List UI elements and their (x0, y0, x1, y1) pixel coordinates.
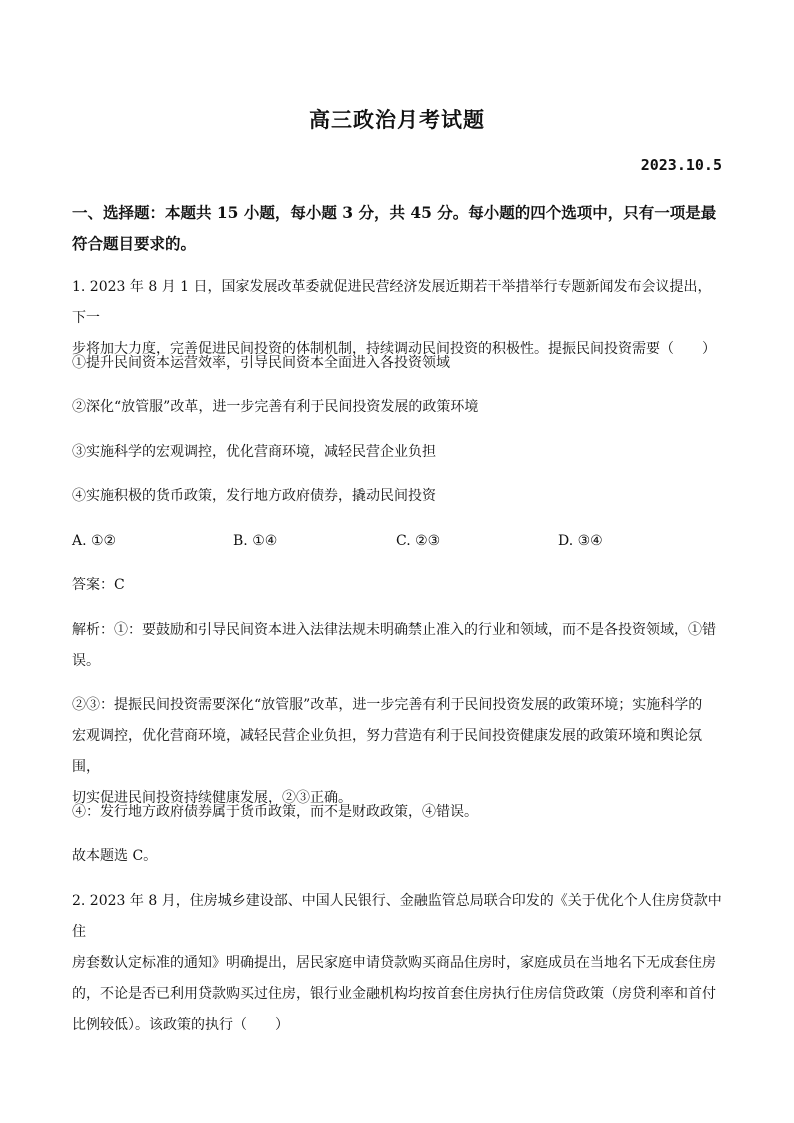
question-2-stem (72, 886, 724, 1041)
exam-date: 2023.10.5 (640, 156, 722, 174)
stem-line: 2. 2023 年 8 月，住房城乡建设部、中国人民银行、金融监管总局联合印发的《关于优化个人住房贷款中住 (72, 893, 722, 940)
q1-analysis-3: ④：发行地方政府债券属于货币政策，而不是财政政策，④错误。 (72, 804, 478, 820)
analysis-line: 宏观调控，优化营商环境，减轻民营企业负担，努力营造有利于民间投资健康发展的政策环境和舆论氛围， (72, 728, 702, 775)
q1-item-1: ①提升民间资本运营效率，引导民间资本全面进入各投资领域 (72, 355, 450, 371)
stem-line: 步将加大力度，完善促进民间投资的体制机制，持续调动民间投资的积极性。提振民间投资需要（ ） (72, 341, 716, 357)
section-heading (72, 197, 722, 259)
q1-option-c: C. ②③ (396, 533, 441, 549)
q1-item-3: ③实施科学的宏观调控，优化营商环境，减轻民营企业负担 (72, 444, 436, 460)
q1-analysis-2 (72, 690, 724, 814)
q1-conclusion: 故本题选 C。 (72, 848, 158, 864)
section-heading-line: 符合题目要求的。 (72, 234, 197, 253)
analysis-line: 误。 (72, 653, 100, 669)
q1-option-b: B. ①④ (233, 533, 278, 549)
q1-option-a: A. ①② (72, 533, 117, 549)
analysis-line: 切实促进民间投资持续健康发展，②③正确。 (72, 790, 352, 806)
section-heading-line: 一、选择题：本题共 15 小题，每小题 3 分，共 45 分。每小题的四个选项中，只有一项是最 (72, 203, 717, 222)
q1-item-2: ②深化“放管服”改革，进一步完善有利于民间投资发展的政策环境 (72, 399, 479, 415)
stem-line: 1. 2023 年 8 月 1 日，国家发展改革委就促进民营经济发展近期若干举措举行专题新闻发布会议提出，下一 (72, 279, 712, 326)
analysis-line: ②③：提振民间投资需要深化“放管服”改革，进一步完善有利于民间投资发展的政策环境；实施科学的 (72, 697, 703, 713)
q1-answer: 答案：C (72, 577, 125, 593)
stem-line: 房套数认定标准的通知》明确提出，居民家庭申请贷款购买商品住房时，家庭成员在当地名下无成套住房 (72, 955, 716, 971)
stem-line: 比例较低）。该政策的执行（ ） (72, 1017, 289, 1033)
stem-line: 的，不论是否已利用贷款购买过住房，银行业金融机构均按首套住房执行住房信贷政策（房贷利率和首付 (72, 986, 716, 1002)
page-title: 高三政治月考试题 (309, 107, 485, 132)
q1-analysis-1 (72, 615, 724, 677)
q1-option-d: D. ③④ (558, 533, 603, 549)
q1-item-4: ④实施积极的货币政策，发行地方政府债券，撬动民间投资 (72, 488, 436, 504)
analysis-line: 解析：①：要鼓励和引导民间资本进入法律法规未明确禁止准入的行业和领域，而不是各投资领域，①错 (72, 622, 716, 638)
